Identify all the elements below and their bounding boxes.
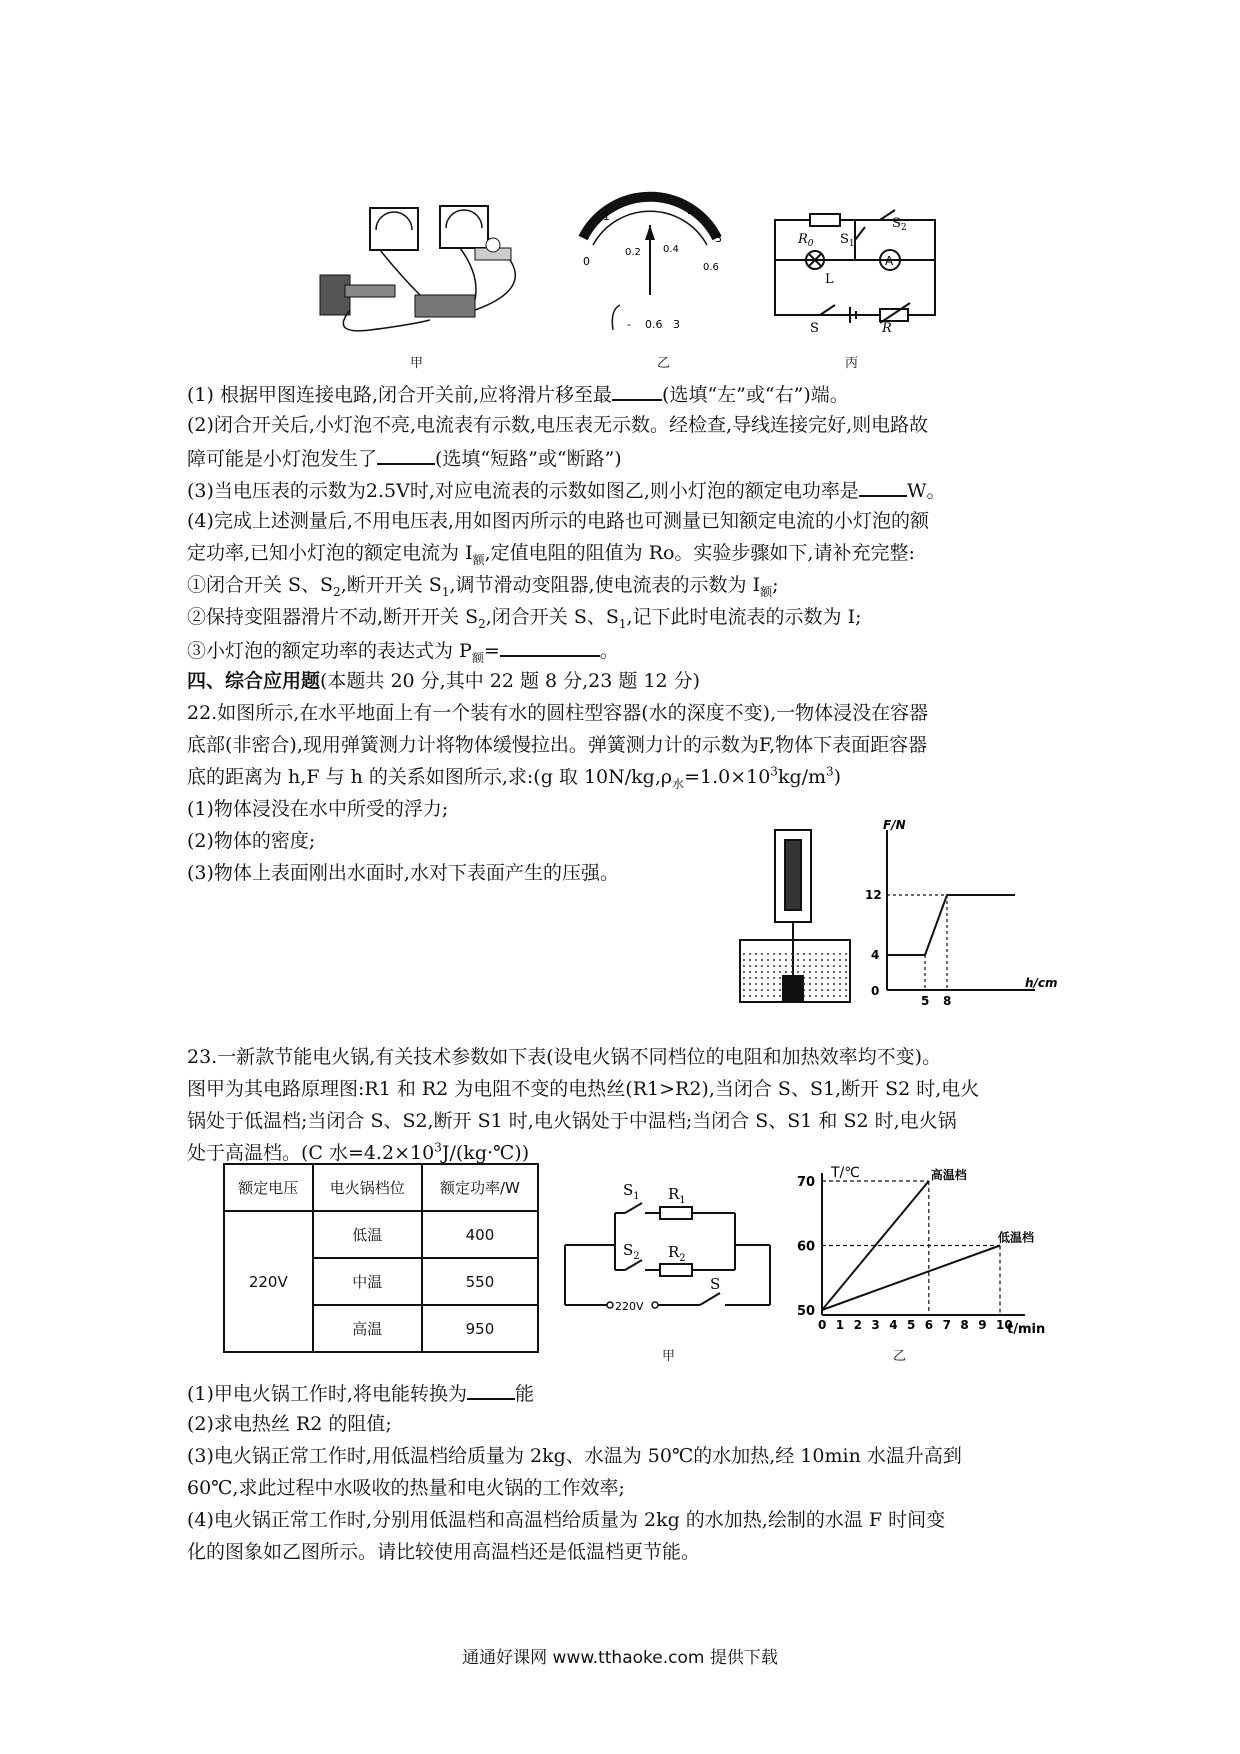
page-footer: 通通好课网 www.tthaoke.com 提供下载 [462,1648,778,1668]
svg-text:S: S [810,321,819,336]
q22-sub2: (2)物体的密度; [187,830,316,852]
q21-part2-line2: 障可能是小灯泡发生了 (选填“短路”或“断路”) [187,445,622,471]
answer-blank[interactable] [500,637,600,657]
chart-xtick-label: 6 [924,1318,934,1332]
temperature-time-chart [795,1165,1045,1335]
svg-text:0.6: 0.6 [645,318,663,331]
q23-sub1: (1)甲电火锅工作时,将电能转换为 能 [187,1380,534,1406]
svg-text:S2: $S_2$ [892,216,907,233]
chart-ylabel: T/℃ [831,1165,860,1181]
q22-ytick-4: 4 [871,948,880,962]
table-cell: 550 [422,1258,538,1305]
q22-line2: 底部(非密合),现用弹簧测力计将物体缓慢拉出。弹簧测力计的示数为F,物体下表面距容器 [187,734,928,756]
q23-line4: 处于高温档。(C 水$=4.2\times 10^3J/(kg\cdot℃)$) [187,1140,530,1164]
chart-ytick-label: 70 [797,1175,816,1190]
svg-text:1: 1 [603,210,610,223]
table-cell: 中温 [313,1258,422,1305]
chart-ytick-label: 50 [797,1304,816,1319]
answer-blank[interactable] [467,1380,515,1400]
q22-ytick-12: 12 [865,888,882,902]
svg-text:S1: $S_1$ [623,1181,640,1202]
svg-text:R: R [882,321,892,336]
chart-series-label: 低温档 [998,1230,1035,1245]
svg-text:L: L [825,272,834,287]
q23-sub3-line1: (3)电火锅正常工作时,用低温档给质量为 2kg、水温为 50℃的水加热,经 10min 水温升高到 [187,1445,962,1467]
q22-ytick-0: 0 [871,984,880,998]
svg-text:R1: $R_1$ [668,1185,686,1206]
q22-force-height-graph [865,815,1058,1008]
q22-sub3: (3)物体上表面刚出水面时,水对下表面产生的压强。 [187,862,619,884]
chart-xtick-label: 0 [818,1318,827,1332]
figure-bing-caption: 丙 [845,356,859,371]
table-header: 额定功率/W [422,1164,538,1211]
q21-part4-line1: (4)完成上述测量后,不用电压表,用如图丙所示的电路也可测量已知额定电流的小灯泡的额 [187,510,929,532]
svg-text:S1: $S_1$ [840,232,855,249]
answer-blank[interactable] [859,477,907,497]
q22-line1: 22.如图所示,在水平地面上有一个装有水的圆柱型容器(水的深度不变),一物体浸没在容器 [187,702,929,724]
q21-part3: (3)当电压表的示数为2.5V时,对应电流表的示数如图乙,则小灯泡的额定电功率是 W。 [187,477,945,503]
svg-text:A: A [885,254,894,268]
q22-graph-xlabel: h/cm [1025,976,1058,990]
chart-xtick-label: 10 [996,1318,1013,1332]
chart-xtick-label: 5 [907,1318,916,1332]
q23-line2: 图甲为其电路原理图:R1 和 R2 为电阻不变的电热丝(R1>R2),当闭合 S、S1,断开 S2 时,电火 [187,1078,980,1100]
q22-sub1: (1)物体浸没在水中所受的浮力; [187,798,449,820]
q21-part2-line1: (2)闭合开关后,小灯泡不亮,电流表有示数,电压表无示数。经检查,导线连接完好,则电路故 [187,414,929,436]
figure-bing-circuit [770,205,945,335]
answer-blank[interactable] [612,381,662,401]
chart-xtick-label: 2 [853,1318,862,1332]
svg-text:2: 2 [687,204,694,217]
table-cell: 400 [422,1211,538,1258]
q22-spring-scale-figure [735,825,855,1005]
svg-text:0: 0 [583,255,590,268]
q23-line3: 锅处于低温档;当闭合 S、S2,断开 S1 时,电火锅处于中温档;当闭合 S、S1 和 S2 时,电火锅 [187,1110,957,1132]
chart-xtick-label: 9 [978,1318,987,1332]
q22-xtick-5: 5 [921,994,930,1008]
chart-xtick-label: 8 [960,1318,969,1332]
table-cell: 950 [422,1305,538,1352]
svg-text:0.2: 0.2 [625,247,641,258]
chart-xtick-label: 1 [835,1318,845,1332]
chart-xtick-label: 4 [889,1318,898,1332]
chart-xtick-label: 3 [871,1318,880,1332]
figure-jia-caption: 甲 [410,356,424,371]
q21-step2: ②保持变阻器滑片不动,断开开关 $S_2$,闭合开关 S、$S_1$,记下此时电流表的示数为 I; [187,606,862,631]
chart-ytick-label: 60 [797,1239,816,1255]
table-header: 额定电压 [224,1164,313,1211]
chart-xtick-label: 7 [942,1318,951,1332]
q23-sub3-line2: 60℃,求此过程中水吸收的热量和电火锅的工作效率; [187,1477,625,1499]
table-cell: 高温 [313,1305,422,1352]
svg-text:3: 3 [673,318,680,331]
table-cell: 低温 [313,1211,422,1258]
figure-yi-caption: 乙 [657,356,671,371]
q23-line1: 23.一新款节能电火锅,有关技术参数如下表(设电火锅不同档位的电阻和加热效率均不变)。 [187,1046,942,1068]
svg-text:R0: $R_0$ [798,232,814,249]
svg-text:0.4: 0.4 [663,244,679,255]
q23-sub4-line1: (4)电火锅正常工作时,分别用低温档和高温档给质量为 2kg 的水加热,绘制的水温 F 时间变 [187,1509,946,1531]
svg-text:3: 3 [715,232,722,245]
svg-text:R2: $R_2$ [668,1243,686,1264]
chart-xlabel: t/min [1007,1322,1046,1337]
q23-temperature-chart [795,1165,1045,1335]
svg-text:0.6: 0.6 [703,262,719,273]
chart-series-label: 高温档 [930,1168,967,1182]
q22-line3: 底的距离为 h,F 与 h 的关系如图所示,求:(g 取 $10N/kg,\rho_水=1.0\times 10^3kg/m^3$) [187,764,842,791]
q23-jia-caption: 甲 [662,1349,676,1364]
figure-yi-ammeter [575,200,725,335]
q22-graph-ylabel: F/N [883,818,906,832]
q23-circuit-diagram [560,1175,775,1320]
q21-part4-line2: 定功率,已知小灯泡的额定电流为 $I_额$,定值电阻的阻值为 Ro。实验步骤如下,请补充完整: [187,542,915,567]
q23-sub2: (2)求电热丝 R2 的阻值; [187,1413,392,1435]
svg-text:-: - [627,318,631,331]
q21-part1: (1) 根据甲图连接电路,闭合开关前,应将滑片移至最 (选填“左”或“右”)端。 [187,381,849,407]
q21-step3: ③小灯泡的额定功率的表达式为 $P_额=$ 。 [187,637,619,663]
q23-spec-table [223,1163,539,1353]
svg-text:S: S [710,1275,721,1293]
table-header: 电火锅档位 [313,1164,422,1211]
q23-sub4-line2: 化的图象如乙图所示。请比较使用高温档还是低温档更节能。 [187,1541,701,1563]
table-cell-voltage: 220V [224,1211,313,1352]
q22-xtick-8: 8 [943,994,952,1008]
svg-text:S2: $S_2$ [623,1241,640,1262]
answer-blank[interactable] [377,445,435,465]
q23-yi-caption: 乙 [893,1349,907,1364]
circuit-voltage-label: 220V [615,1300,644,1313]
section-four-heading: 四、综合应用题(本题共 20 分,其中 22 题 8 分,23 题 12 分) [187,670,701,692]
figure-jia-circuit-photo [310,200,550,335]
q21-step1: ①闭合开关 S、$S_2$,断开开关 $S_1$,调节滑动变阻器,使电流表的示数为 $I_额$; [187,574,779,599]
